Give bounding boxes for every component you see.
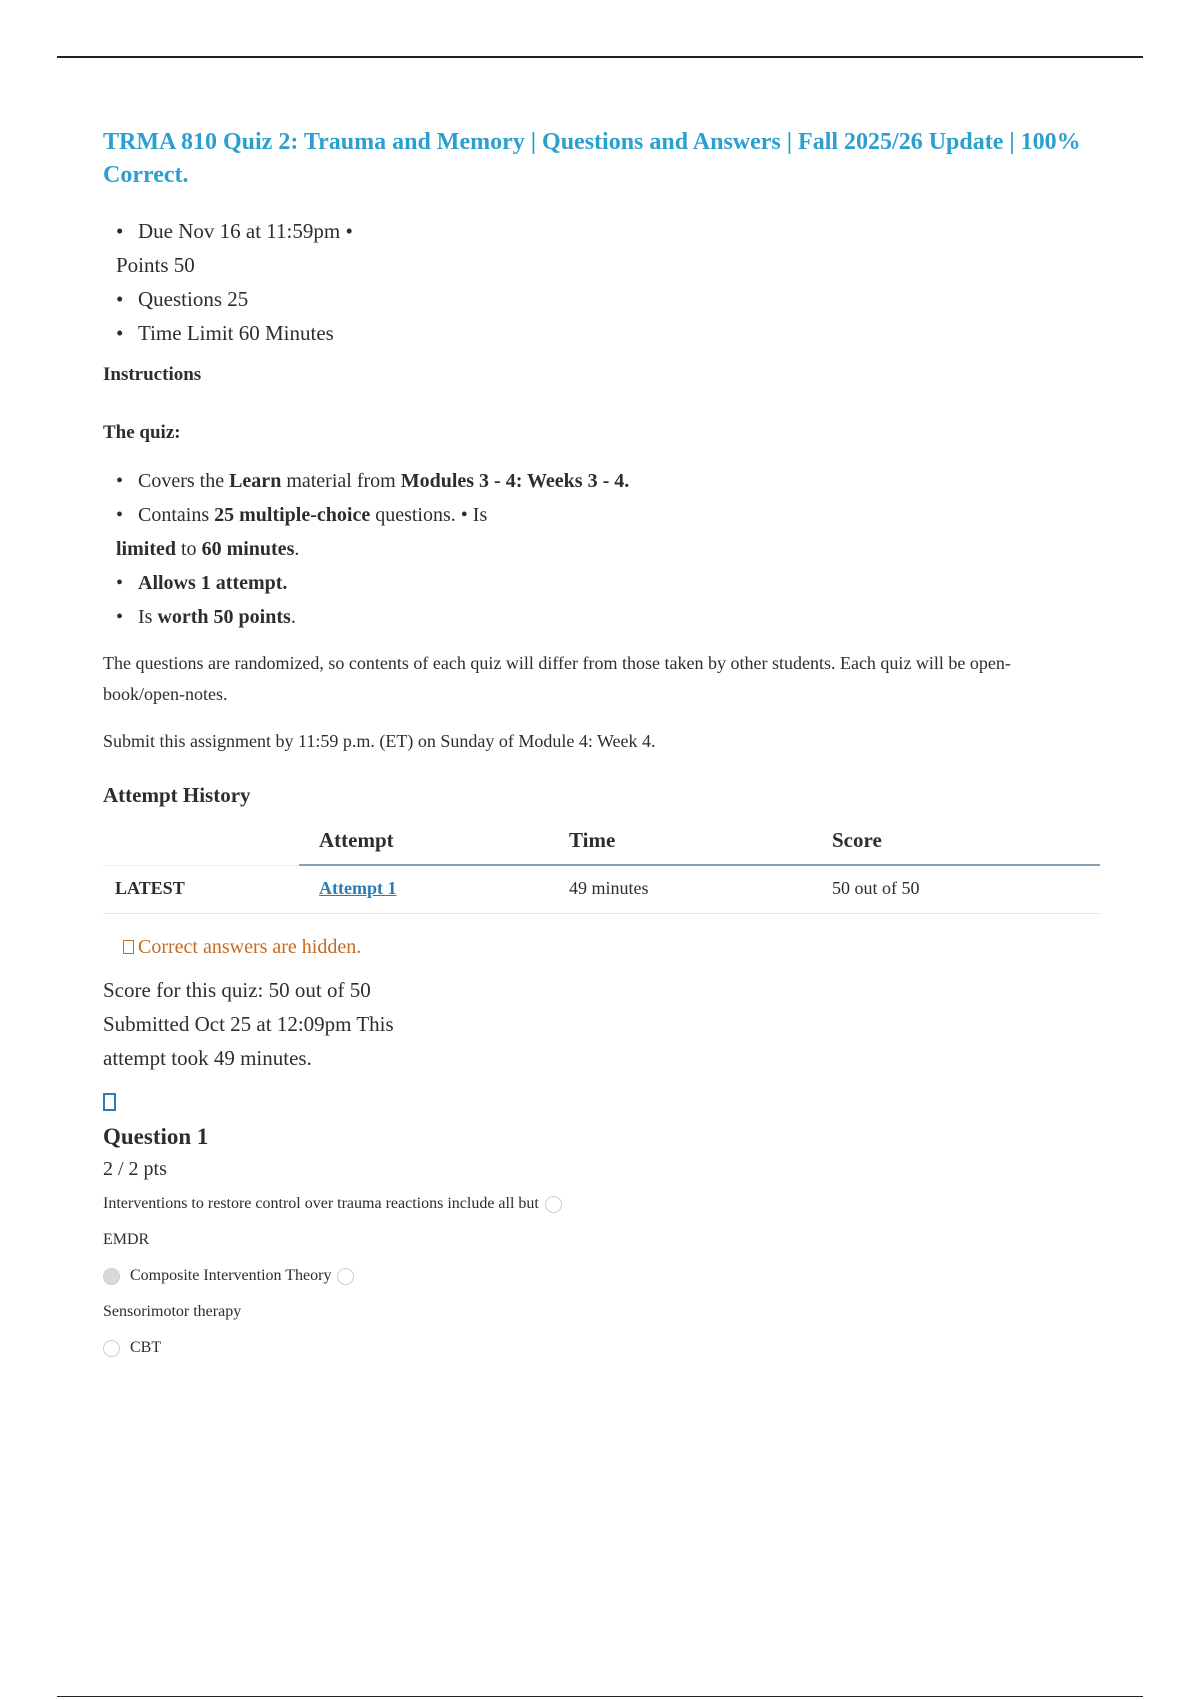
answer-option: CBT xyxy=(130,1339,162,1356)
top-rule xyxy=(57,56,1143,58)
latest-label: LATEST xyxy=(103,865,299,914)
instr-bold: Modules 3 - 4: Weeks 3 - 4. xyxy=(400,470,630,492)
instruction-item-continued xyxy=(103,532,1103,566)
bullet-icon: • xyxy=(345,219,353,243)
answer-option-row xyxy=(103,1267,1103,1285)
table-header-row xyxy=(103,818,1100,865)
instr-bold: limited xyxy=(116,538,176,560)
randomized-note: The questions are randomized, so contents of each quiz will differ from those taken by other students. Each quiz will be open-book/open-notes. xyxy=(103,653,1011,704)
bullet-icon: • xyxy=(116,572,124,594)
instr-text: to xyxy=(176,538,202,560)
meta-points: Points 50 xyxy=(116,253,195,277)
table-row xyxy=(103,865,1100,914)
instruction-item xyxy=(103,600,1103,634)
meta-time-limit xyxy=(103,316,1103,350)
answer-option-row xyxy=(103,1339,1103,1357)
question-text: Interventions to restore control over trauma reactions include all but xyxy=(103,1195,539,1212)
bullet-icon: • xyxy=(460,504,468,526)
due-text: Due Nov 16 at 11:59pm xyxy=(138,219,341,243)
instr-text: material from xyxy=(281,470,401,492)
bullet-icon: • xyxy=(116,287,124,311)
score-cell: 50 out of 50 xyxy=(812,865,1100,914)
instr-text: Is xyxy=(138,606,158,628)
score-line: Score for this quiz: 50 out of 50 xyxy=(103,978,371,1002)
attempt-cell xyxy=(299,865,549,914)
answer-radio[interactable] xyxy=(545,1196,562,1213)
instr-text: Is xyxy=(472,504,488,526)
instr-bold: worth 50 points xyxy=(157,606,291,628)
flag-question-icon[interactable] xyxy=(103,1093,116,1111)
bullet-icon: • xyxy=(116,470,124,492)
time-cell: 49 minutes xyxy=(549,865,812,914)
question-points: 2 / 2 pts xyxy=(103,1158,167,1180)
bullet-icon: • xyxy=(116,606,124,628)
bullet-icon: • xyxy=(116,321,124,345)
answer-option: Sensorimotor therapy xyxy=(103,1303,242,1320)
header-blank xyxy=(103,818,299,865)
instr-text: Contains xyxy=(138,504,215,526)
submitted-line: Submitted Oct 25 at 12:09pm This xyxy=(103,1012,394,1036)
answer-radio-selected[interactable] xyxy=(103,1268,120,1285)
instruction-item xyxy=(103,498,1103,532)
instr-bold: 25 multiple-choice xyxy=(214,504,371,526)
answer-option: Composite Intervention Theory xyxy=(130,1267,332,1284)
bullet-icon: • xyxy=(116,219,124,243)
attempt-history-table xyxy=(103,818,1100,914)
instr-text: questions. xyxy=(370,504,456,526)
bottom-rule xyxy=(57,1696,1143,1697)
submit-note: Submit this assignment by 11:59 p.m. (ET) on Sunday of Module 4: Week 4. xyxy=(103,731,656,751)
instruction-item xyxy=(103,464,1103,498)
correct-answers-hidden-note xyxy=(103,936,1103,959)
warning-box-icon xyxy=(123,940,134,954)
answer-option: EMDR xyxy=(103,1231,150,1248)
instr-bold: 60 minutes xyxy=(201,538,295,560)
meta-questions xyxy=(103,282,1103,316)
quiz-content xyxy=(103,126,1103,1357)
instruction-item xyxy=(103,566,1103,600)
attempt-history-title: Attempt History xyxy=(103,783,251,807)
instructions-heading: Instructions xyxy=(103,364,202,385)
header-time: Time xyxy=(549,818,812,865)
question-text-row xyxy=(103,1195,1103,1213)
instr-bold: Allows 1 attempt. xyxy=(138,572,288,594)
answer-radio[interactable] xyxy=(337,1268,354,1285)
instr-bold: Learn xyxy=(229,470,282,492)
question-title: Question 1 xyxy=(103,1124,209,1149)
instr-text: Covers the xyxy=(138,470,230,492)
quiz-meta-list xyxy=(103,214,1103,350)
instructions-list xyxy=(103,464,1103,634)
header-attempt: Attempt xyxy=(299,818,549,865)
header-score: Score xyxy=(812,818,1100,865)
attempt-1-link[interactable]: Attempt 1 xyxy=(319,878,397,898)
instr-text: . xyxy=(290,606,296,628)
time-limit-text: Time Limit 60 Minutes xyxy=(138,321,334,345)
page-title: TRMA 810 Quiz 2: Trauma and Memory | Questions and Answers | Fall 2025/26 Update | 100% Correct. xyxy=(103,129,1081,188)
questions-text: Questions 25 xyxy=(138,287,249,311)
instr-text: . xyxy=(294,538,300,560)
meta-due xyxy=(103,214,1103,248)
score-summary xyxy=(103,973,1103,1075)
duration-line: attempt took 49 minutes. xyxy=(103,1046,312,1070)
answer-radio[interactable] xyxy=(103,1340,120,1357)
hidden-note-text: Correct answers are hidden. xyxy=(138,936,362,958)
bullet-icon: • xyxy=(116,504,124,526)
quiz-label: The quiz: xyxy=(103,422,181,443)
